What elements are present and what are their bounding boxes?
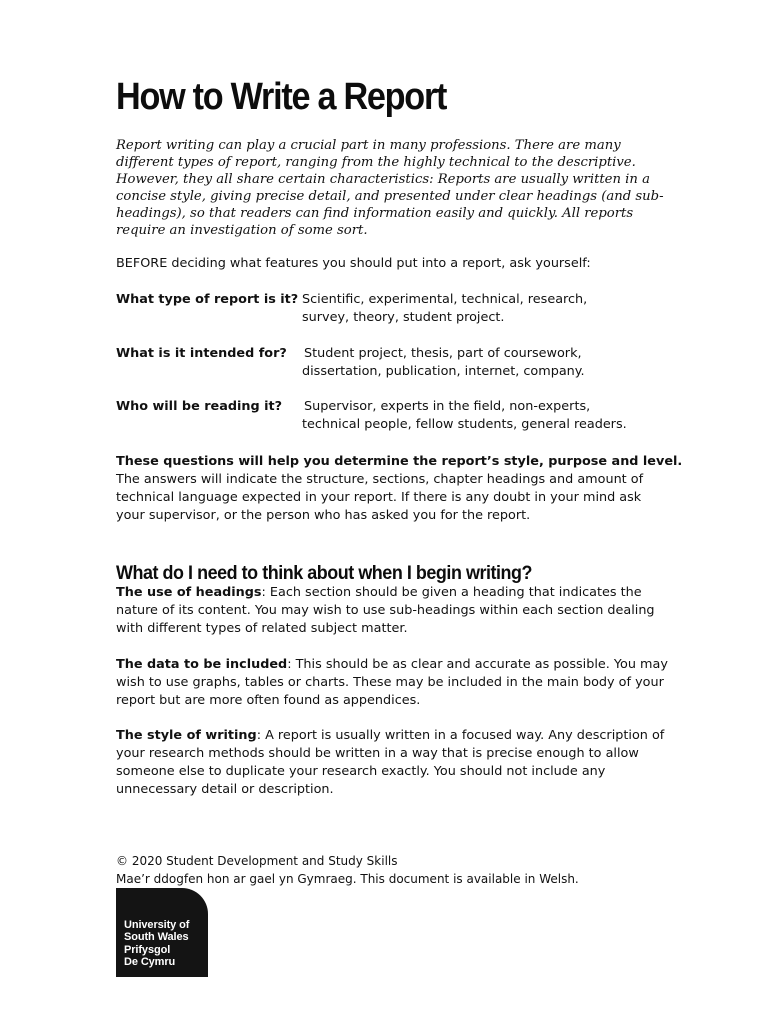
logo-line: Prifysgol xyxy=(124,943,171,956)
intro-line: headings), so that readers can find information easily and quickly. All reports xyxy=(116,206,634,222)
answer-line: Scientific, experimental, technical, research, xyxy=(302,292,588,307)
section-first-text: : Each section should be given a heading that indicates the xyxy=(261,585,642,600)
summary-paragraph xyxy=(116,453,683,525)
answer-line: dissertation, publication, internet, company. xyxy=(302,364,585,379)
section-style-paragraph xyxy=(116,727,665,799)
logo-line: South Wales xyxy=(124,931,189,944)
summary-line: technical language expected in your report. If there is any doubt in your mind ask xyxy=(116,490,642,505)
section-data-paragraph xyxy=(116,656,668,710)
question-who-reads: Who will be reading it? xyxy=(116,399,283,414)
answer-line: survey, theory, student project. xyxy=(302,310,505,325)
intro-line: However, they all share certain characteristics: Reports are usually written in a xyxy=(116,172,650,188)
answer-line: technical people, fellow students, general readers. xyxy=(302,417,627,432)
section-first-line xyxy=(116,727,665,745)
section-label: The data to be included xyxy=(116,657,288,672)
intro-paragraph xyxy=(116,137,664,240)
language-note: Mae’r ddogfen hon ar gael yn Gymraeg. This document is available in Welsh. xyxy=(116,871,579,886)
question-intended-for: What is it intended for? xyxy=(116,346,287,361)
section-heading: What do I need to think about when I begin writing? xyxy=(116,562,533,584)
summary-line: your supervisor, or the person who has asked you for the report. xyxy=(116,508,531,523)
section-headings-paragraph xyxy=(116,584,661,638)
section-first-line xyxy=(116,584,661,602)
section-first-text: : This should be as clear and accurate as possible. You may xyxy=(287,657,668,672)
university-logo xyxy=(116,888,208,977)
answer-line: Supervisor, experts in the field, non-experts, xyxy=(304,399,591,414)
footer xyxy=(116,853,579,888)
section-label: The style of writing xyxy=(116,728,257,743)
summary-line: The answers will indicate the structure, sections, chapter headings and amount of xyxy=(116,472,644,487)
answer-who-reads xyxy=(302,398,627,434)
intro-line: Report writing can play a crucial part in many professions. There are many xyxy=(116,138,621,153)
section-first-text: : A report is usually written in a focused way. Any description of xyxy=(256,728,665,743)
section-line: wish to use graphs, tables or charts. These may be included in the main body of your xyxy=(116,675,664,690)
logo-line: University of xyxy=(124,919,190,931)
section-line: report but are more often found as appendices. xyxy=(116,693,421,708)
section-first-line xyxy=(116,656,668,674)
page-title: How to Write a Report xyxy=(116,76,447,118)
summary-bold-text: These questions will help you determine the report’s style, purpose and level. xyxy=(116,454,683,469)
answer-report-type xyxy=(302,291,587,327)
logo-line: De Cymru xyxy=(124,955,176,968)
intro-line: concise style, giving precise detail, and presented under clear headings (and sub- xyxy=(116,189,664,205)
answer-line: Student project, thesis, part of coursework, xyxy=(304,346,582,361)
answer-intended-for xyxy=(302,345,585,381)
section-line: your research methods should be written in a way that is precise enough to allow xyxy=(116,746,639,761)
section-line: unnecessary detail or description. xyxy=(116,782,334,797)
section-label: The use of headings xyxy=(116,585,262,600)
section-line: nature of its content. You may wish to use sub-headings within each section dealing xyxy=(116,603,655,618)
summary-bold-line xyxy=(116,453,683,471)
question-report-type: What type of report is it? xyxy=(116,292,299,307)
copyright-text: © 2020 Student Development and Study Skills xyxy=(116,854,398,868)
section-line: someone else to duplicate your research exactly. You should not include any xyxy=(116,764,606,779)
section-line: with different types of related subject matter. xyxy=(116,621,408,636)
intro-line: different types of report, ranging from the highly technical to the descriptive. xyxy=(116,155,636,171)
intro-line: require an investigation of some sort. xyxy=(116,223,368,239)
before-text: BEFORE deciding what features you should put into a report, ask yourself: xyxy=(116,256,591,271)
